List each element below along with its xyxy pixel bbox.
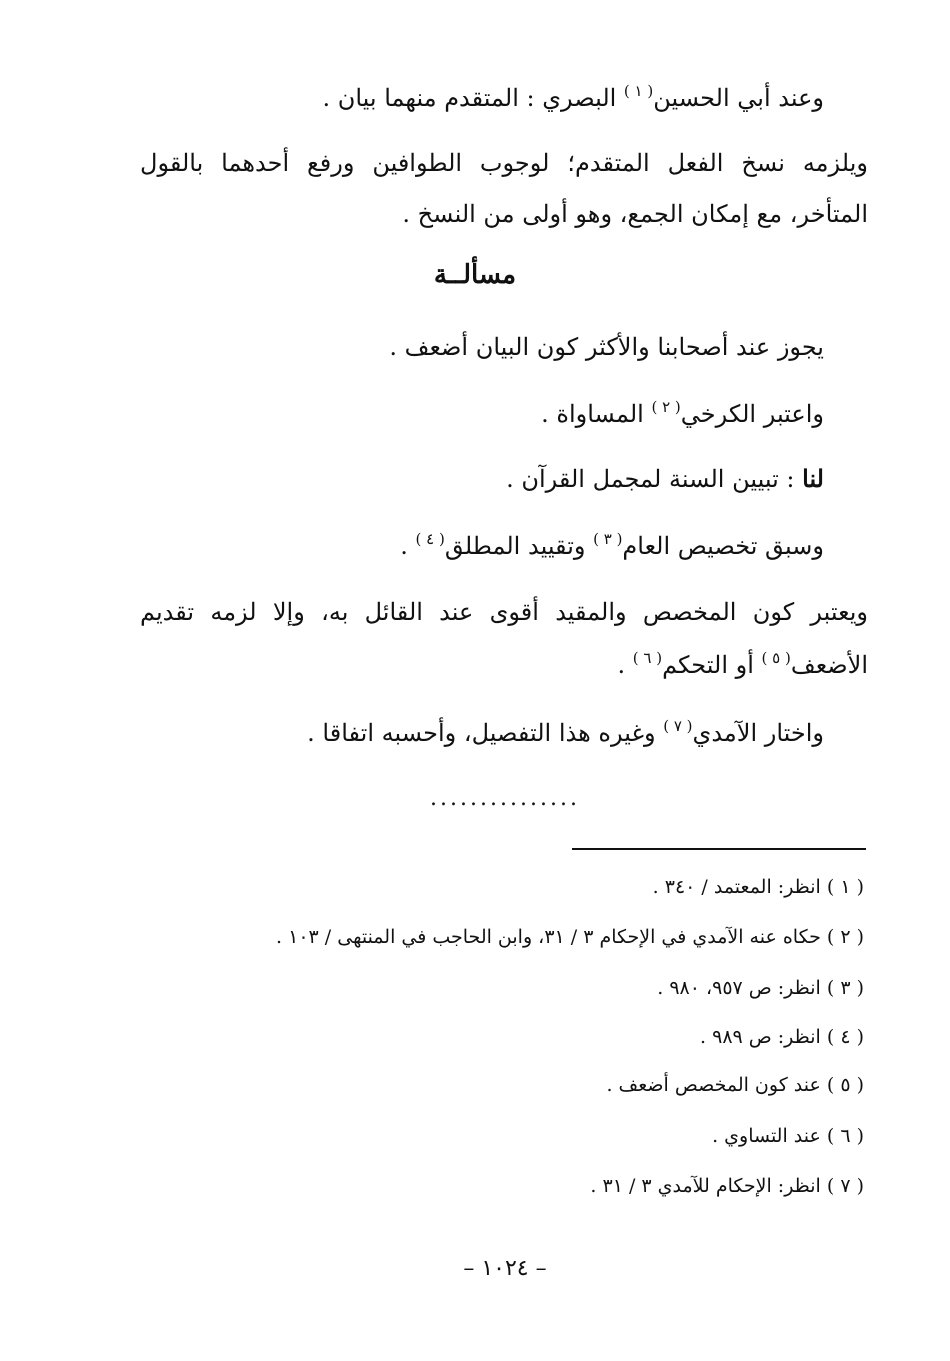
body-line-10 — [307, 717, 824, 749]
text-span: : تبيين السنة لمجمل القرآن . — [506, 465, 803, 493]
bold-lead-word: لنا — [802, 464, 824, 493]
footnote-ref-3: ( ٣ ) — [593, 530, 623, 548]
footnote-6: ( ٦ ) عند التساوي . — [712, 1125, 864, 1147]
text-span: وتقييد المطلق — [444, 532, 594, 560]
body-line-2: ويلزمه نسخ الفعل المتقدم؛ لوجوب الطوافين ورفع أحدهما بالقول — [140, 149, 868, 177]
body-line-9 — [617, 649, 868, 681]
text-span: وعند أبي الحسين — [653, 84, 824, 112]
footnote-5: ( ٥ ) عند كون المخصص أضعف . — [606, 1074, 864, 1096]
footnote-ref-5: ( ٥ ) — [761, 649, 791, 667]
text-span: المساواة . — [541, 400, 652, 428]
footnote-1: ( ١ ) انظر: المعتمد / ٣٤٠ . — [652, 876, 864, 898]
body-line-1 — [322, 82, 824, 114]
footnote-3: ( ٣ ) انظر: ص ٩٥٧، ٩٨٠ . — [657, 977, 864, 999]
text-span: البصري : المتقدم منهما بيان . — [322, 84, 624, 112]
separator-dots: ............... — [430, 786, 580, 811]
page-number: – ١٠٢٤ – — [463, 1256, 547, 1281]
footnote-ref-6: ( ٦ ) — [632, 649, 663, 667]
body-line-3: المتأخر، مع إمكان الجمع، وهو أولى من النسخ . — [402, 200, 868, 228]
footnote-ref-4: ( ٤ ) — [415, 530, 445, 548]
footnote-ref-1: ( ١ ) — [623, 82, 654, 100]
body-line-7 — [400, 530, 824, 562]
footnote-divider — [572, 848, 866, 850]
text-span: . — [617, 651, 633, 679]
text-span: أو التحكم — [662, 651, 762, 679]
footnote-7: ( ٧ ) انظر: الإحكام للآمدي ٣ / ٣١ . — [590, 1175, 864, 1197]
text-span: واختار الآمدي — [692, 719, 824, 747]
body-line-4: يجوز عند أصحابنا والأكثر كون البيان أضعف . — [389, 333, 824, 361]
body-line-8: ويعتبر كون المخصص والمقيد أقوى عند القائل به، وإلا لزمه تقديم — [140, 598, 868, 626]
section-heading: مسألــة — [433, 260, 517, 290]
body-line-6 — [506, 463, 824, 495]
text-span: . — [400, 532, 416, 560]
text-span: واعتبر الكرخي — [680, 400, 824, 428]
text-span: الأضعف — [790, 651, 868, 679]
footnote-ref-2: ( ٢ ) — [651, 398, 681, 416]
body-line-5 — [541, 398, 824, 430]
footnote-ref-7: ( ٧ ) — [663, 717, 693, 735]
footnote-4: ( ٤ ) انظر: ص ٩٨٩ . — [700, 1026, 864, 1048]
footnote-2: ( ٢ ) حكاه عنه الآمدي في الإحكام ٣ / ٣١، وابن الحاجب في المنتهى / ١٠٣ . — [276, 926, 864, 948]
text-span: وسبق تخصيص العام — [622, 532, 824, 560]
text-span: وغيره هذا التفصيل، وأحسبه اتفاقا . — [307, 719, 664, 747]
